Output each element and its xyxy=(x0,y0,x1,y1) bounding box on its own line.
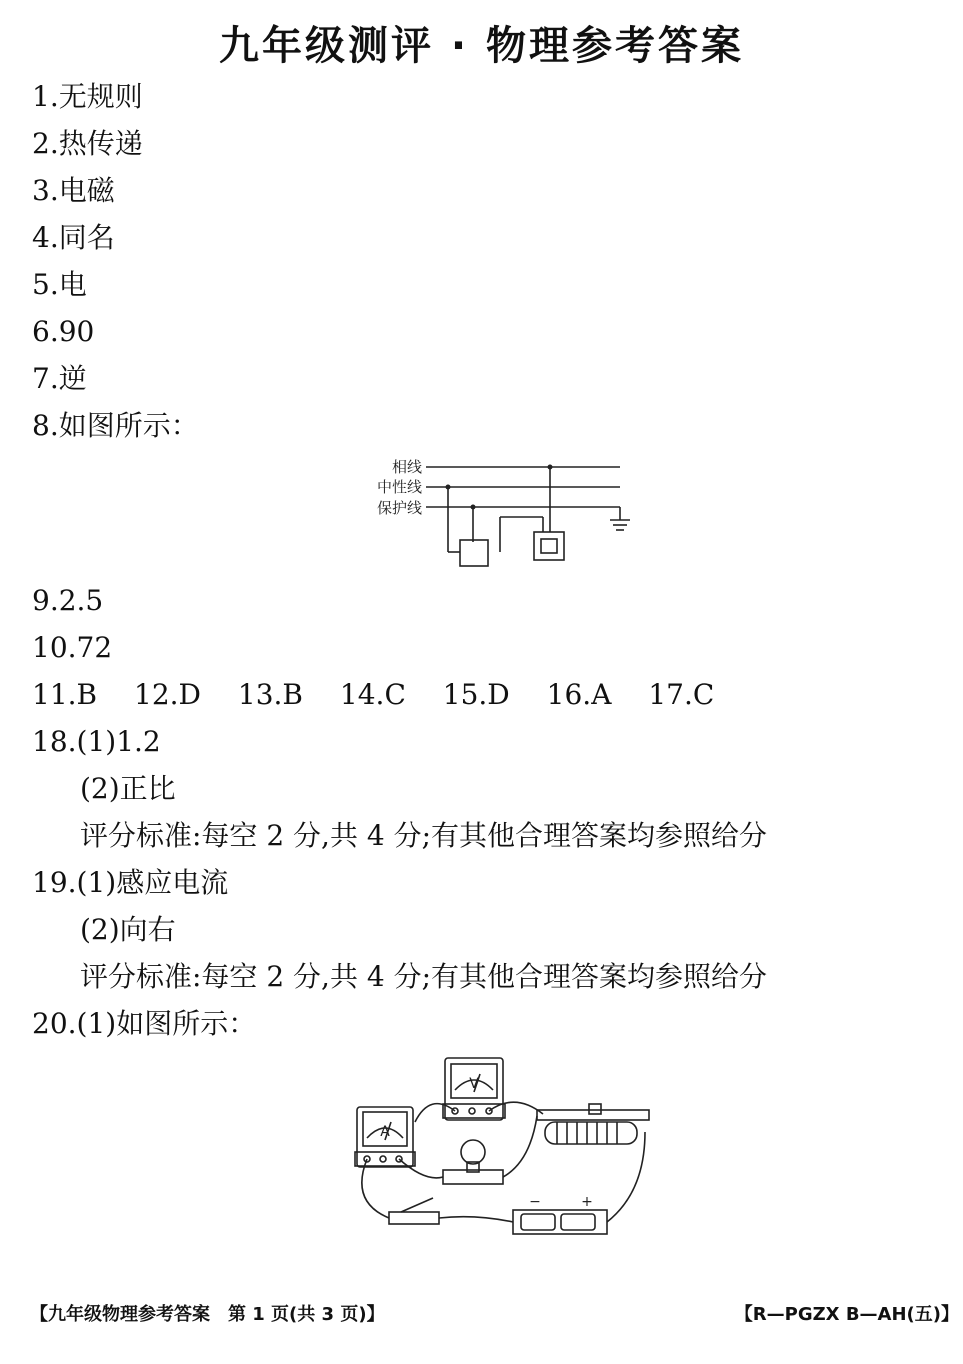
answer-6: 6.90 xyxy=(32,315,95,348)
answer-3: 3.电磁 xyxy=(32,174,115,207)
footer-left: 【九年级物理参考答案 第 1 页(共 3 页)】 xyxy=(30,1304,385,1325)
wiring-diagram xyxy=(360,452,650,577)
mc-15: 15.D xyxy=(442,678,510,711)
scoring-18: 评分标准:每空 2 分,共 4 分;有其他合理答案均参照给分 xyxy=(80,819,768,852)
label-neutral: 中性线 xyxy=(376,478,422,496)
answer-19-2: (2)向右 xyxy=(80,913,176,946)
mc-12: 12.D xyxy=(134,678,201,711)
scoring-19: 评分标准:每空 2 分,共 4 分;有其他合理答案均参照给分 xyxy=(80,960,768,993)
voltmeter-label: V xyxy=(469,1076,479,1092)
battery xyxy=(513,1210,607,1234)
switch-box xyxy=(534,532,564,560)
light-bulb xyxy=(443,1140,503,1184)
mc-16: 16.A xyxy=(546,678,612,711)
mc-13: 13.B xyxy=(237,678,304,711)
battery-plus: + xyxy=(581,1194,593,1210)
mc-14: 14.C xyxy=(339,678,406,711)
page-title: 九年级测评 · 物理参考答案 xyxy=(218,23,745,69)
answer-4: 4.同名 xyxy=(32,221,115,254)
battery-minus: − xyxy=(529,1194,541,1210)
socket xyxy=(460,540,488,566)
mc-17: 17.C xyxy=(648,678,715,711)
answer-20-1: 20.(1)如图所示： xyxy=(32,1007,257,1040)
answer-2: 2.热传递 xyxy=(32,127,143,160)
answer-18-1: 18.(1)1.2 xyxy=(32,725,161,758)
switch xyxy=(389,1198,439,1224)
answer-10: 10.72 xyxy=(32,631,113,664)
answer-19-1: 19.(1)感应电流 xyxy=(32,866,229,899)
answer-9: 9.2.5 xyxy=(32,584,104,617)
answer-8: 8.如图所示： xyxy=(32,409,199,442)
label-live: 相线 xyxy=(391,458,422,476)
ammeter-label: A xyxy=(380,1124,390,1140)
footer-right: 【R—PGZX B—AH(五)】 xyxy=(734,1304,959,1325)
answer-18-2: (2)正比 xyxy=(80,772,176,805)
answer-7: 7.逆 xyxy=(32,362,87,395)
mc-11: 11.B xyxy=(32,678,98,711)
circuit-diagram xyxy=(345,1052,665,1242)
multiple-choice-answers xyxy=(32,678,742,712)
rheostat xyxy=(537,1104,649,1144)
answer-5: 5.电 xyxy=(32,268,87,301)
label-ground: 保护线 xyxy=(376,499,422,517)
answer-1: 1.无规则 xyxy=(32,80,143,113)
